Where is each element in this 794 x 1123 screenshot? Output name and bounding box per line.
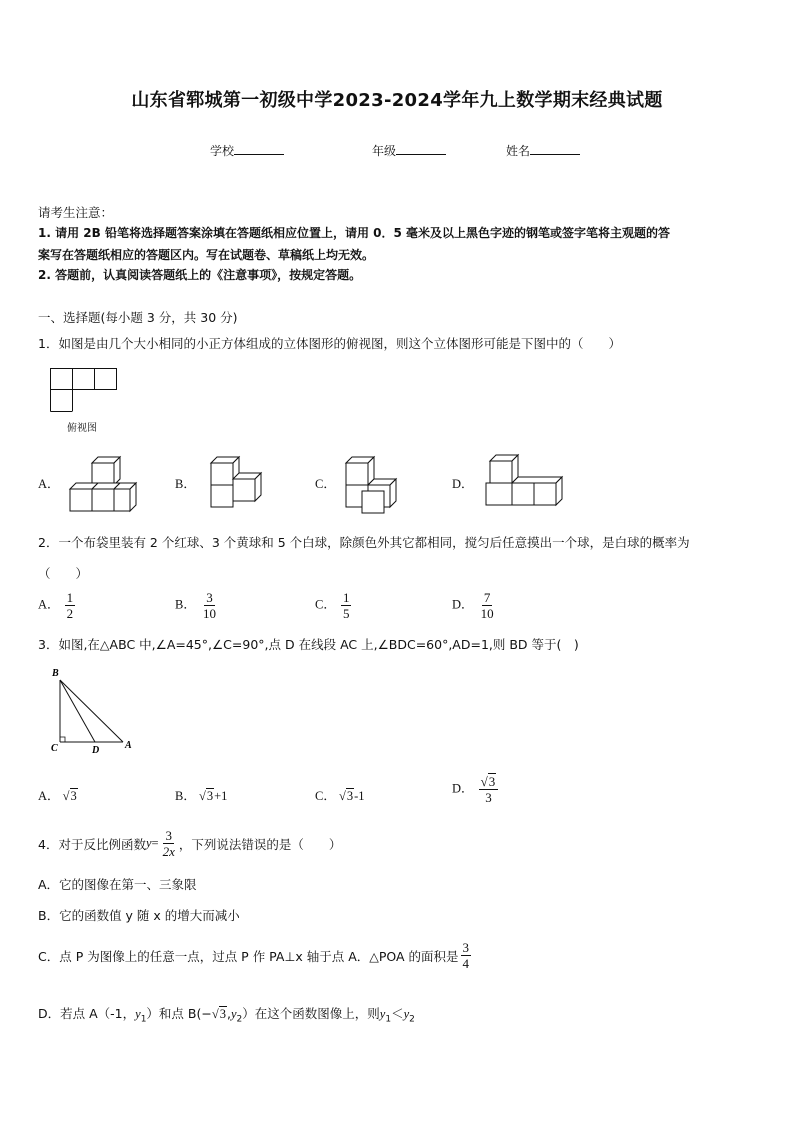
q3-b-tail: +1: [214, 789, 228, 803]
q4-d-post: ）在这个函数图像上，则: [242, 1006, 380, 1021]
q2-option-c-label: C．: [315, 597, 336, 612]
q3-option-c: C． √3-1: [315, 789, 365, 803]
q1-option-b-label: B．: [175, 477, 196, 491]
q1-stem: 1．如图是由几个大小相同的小正方体组成的立体图形的俯视图，则这个立体图形可能是下图中的（ ）: [38, 336, 621, 351]
q4-c-numerator: 3: [462, 940, 470, 955]
q4-stem: [38, 828, 341, 859]
q4-d-neg: −: [201, 1006, 212, 1021]
notice-line-1a: 1. 请用 2B 铅笔将选择题答案涂填在答题纸相应位置上，请用 0．5 毫米及以上黑色字迹的钢笔或签字笔将主观题的答: [38, 226, 670, 240]
q3-option-c-label: C．: [315, 789, 336, 803]
q2-stem-line-2: （ ）: [38, 566, 89, 581]
q3-option-b: B． √3+1: [175, 789, 228, 803]
q3-option-a-label: A．: [38, 789, 60, 803]
q2-option-d-label: D．: [452, 597, 474, 612]
q2-stem-line-1: 2．一个布袋里装有 2 个红球、3 个黄球和 5 个白球，除颜色外其它都相同，搅匀后任意摸出一个球，是白球的概率为: [38, 535, 690, 550]
q2-a-numerator: 1: [66, 590, 74, 605]
q4-d-y1b: y: [379, 1007, 386, 1021]
q2-d-numerator: 7: [483, 590, 491, 605]
name-label: 姓名: [506, 144, 531, 158]
q4-option-a: A．它的图像在第一、三象限: [38, 877, 197, 892]
q1-option-c-label: C．: [315, 477, 336, 491]
q3-point-d: D: [92, 745, 100, 756]
q3-stem: 3．如图,在△ABC 中,∠A=45°,∠C=90°,点 D 在线段 AC 上,∠BDC=60°,AD=1,则 BD 等于( ): [38, 637, 579, 652]
q2-d-denominator: 10: [480, 606, 494, 621]
q4-func-y: y: [145, 836, 152, 850]
q3-c-radicand: 3: [346, 789, 354, 803]
notice-heading: 请考生注意：: [38, 205, 114, 220]
q1-option-d-cubes: [480, 453, 570, 513]
q4-c-text: C．点 P 为图像上的任意一点，过点 P 作 PA⊥x 轴于点 A．△POA 的面积是: [38, 948, 459, 964]
q4-d-pre: D．若点 A（-1，: [38, 1006, 136, 1021]
section-heading: 一、选择题(每小题 3 分，共 30 分): [38, 310, 238, 325]
q2-b-numerator: 3: [206, 590, 213, 605]
q1-option-c-cubes: [340, 455, 406, 515]
q4-stem-post: ，下列说法错误的是（ ）: [178, 836, 342, 852]
q4-d-sub1b: 1: [385, 1014, 392, 1025]
q3-d-denominator: 3: [485, 790, 492, 805]
q1-option-b-cubes: [205, 455, 271, 513]
q3-b-radicand: 3: [206, 789, 214, 803]
q2-option-b: [175, 590, 220, 621]
q3-triangle-figure: [48, 664, 138, 756]
q3-option-d: D． $\frac{√3}{3}$: [452, 774, 500, 805]
q3-c-tail: -1: [354, 789, 365, 803]
q3-a-radicand: 3: [70, 789, 77, 803]
q1-caption: 俯视图: [67, 423, 97, 434]
q2-a-denominator: 2: [66, 606, 74, 621]
q4-d-sub2: 2: [236, 1014, 243, 1025]
q4-option-b: B．它的函数值 y 随 x 的增大而减小: [38, 908, 240, 923]
q1-option-a-cubes: [66, 455, 138, 513]
q3-option-a: A． √3: [38, 789, 77, 803]
q3-d-radicand: 3: [488, 774, 496, 789]
q4-d-y1: y: [135, 1007, 141, 1021]
q3-point-c: C: [51, 743, 58, 754]
q4-d-lt: ＜: [391, 1006, 404, 1021]
q2-option-b-label: B．: [175, 597, 196, 612]
q4-stem-pre: 4．对于反比例函数: [38, 836, 146, 852]
q3-option-d-label: D．: [452, 781, 474, 796]
q1-top-view-figure: [50, 368, 120, 414]
q2-c-numerator: 1: [342, 590, 350, 605]
q2-c-denominator: 5: [342, 606, 350, 621]
q3-option-b-label: B．: [175, 789, 196, 803]
q4-d-y2b: y: [403, 1007, 410, 1021]
q2-option-a-label: A．: [38, 597, 60, 612]
q2-option-c: [315, 590, 353, 621]
grade-field: [372, 142, 446, 159]
q1-option-a-label: A．: [38, 477, 60, 491]
q2-b-denominator: 10: [202, 606, 216, 621]
q4-option-d: D．若点 A（-1，$y_1$）和点 $B(-√3,y_2)$在这个函数图像上，则$y_1<y_2$: [38, 1006, 415, 1025]
q4-d-y2: y: [230, 1007, 237, 1021]
school-label: 学校: [210, 144, 235, 158]
q2-option-d: [452, 590, 498, 621]
q4-d-sub2b: 2: [409, 1014, 415, 1025]
q4-d-comma: ,: [226, 1006, 231, 1021]
notice-line-1b: 案写在答题纸相应的答题区内。写在试题卷、草稿纸上均无效。: [38, 248, 375, 262]
q2-option-a: [38, 590, 77, 621]
q4-func-eq: =: [151, 836, 159, 850]
q4-option-c: [38, 940, 473, 971]
q4-d-sub1: 1: [140, 1014, 147, 1025]
q4-func-denominator: 2x: [162, 844, 175, 859]
q1-option-d-label: D．: [452, 477, 474, 491]
page-title: 山东省郓城第一初级中学2023-2024学年九上数学期末经典试题: [131, 90, 663, 111]
q3-point-a: A: [125, 740, 132, 751]
notice-line-2: 2. 答题前，认真阅读答题纸上的《注意事项》，按规定答题。: [38, 268, 362, 282]
name-field: [506, 142, 580, 159]
q3-point-b: B: [52, 668, 59, 679]
q4-d-mid: ）和点 B(: [146, 1006, 202, 1021]
q4-d-radicand: 3: [219, 1007, 226, 1021]
q4-c-denominator: 4: [462, 956, 470, 971]
school-field: [210, 142, 284, 159]
grade-label: 年级: [372, 144, 397, 158]
q4-func-numerator: 3: [165, 828, 172, 843]
